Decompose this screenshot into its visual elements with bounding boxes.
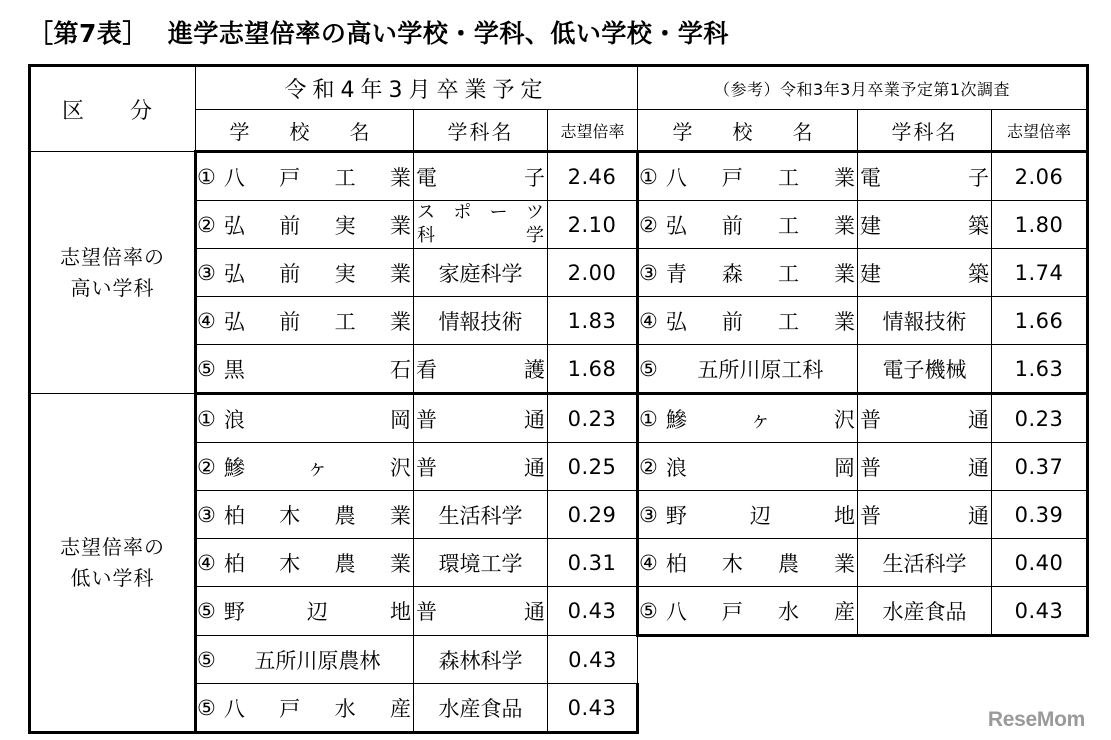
- ratio-cell: 0.29: [548, 491, 638, 539]
- school-cell: ⑤ 八 戸 水 産: [196, 684, 414, 733]
- rank-label: ④: [639, 550, 658, 575]
- watermark: [988, 708, 1085, 732]
- ratio-cell: 1.66: [992, 297, 1088, 345]
- ratio-cell: 0.37: [992, 443, 1088, 491]
- school-cell: ④ 柏 木 農 業: [196, 539, 414, 587]
- kubun-header: 区 分: [30, 66, 196, 152]
- ratio-cell: 2.10: [548, 201, 638, 249]
- school-cell: ① 鰺 ヶ 沢: [638, 394, 858, 443]
- dept-cell: 水産食品: [414, 684, 548, 733]
- dept-cell: 生活科学: [414, 491, 548, 539]
- empty-cell: [638, 636, 858, 684]
- dept-cell: 電 子: [414, 152, 548, 201]
- rank-label: ⑤: [197, 599, 216, 623]
- ratio-cell: 0.40: [992, 539, 1088, 587]
- ratio-cell: 0.43: [548, 636, 638, 684]
- rank-label: ④: [197, 308, 216, 333]
- dept-cell: 森林科学: [414, 636, 548, 684]
- title-text: 進学志望倍率の高い学校・学科、低い学校・学科: [167, 19, 729, 48]
- dept-cell: 建 築: [858, 201, 992, 249]
- ratio-cell: 1.74: [992, 249, 1088, 297]
- ratio-cell: 0.39: [992, 491, 1088, 539]
- dept-cell: 電 子: [858, 152, 992, 201]
- dept-cell: 普 通: [414, 394, 548, 443]
- school-cell: ③ 柏 木 農 業: [196, 491, 414, 539]
- school-cell: ③ 青 森 工 業: [638, 249, 858, 297]
- dept-cell: 建 築: [858, 249, 992, 297]
- rank-label: ⑤: [639, 598, 658, 623]
- subheader-ratio-left: 志望倍率: [548, 110, 638, 152]
- dept-cell: 電子機械: [858, 345, 992, 394]
- section-label-high: [30, 152, 196, 394]
- school-cell: ② 鰺 ヶ 沢: [196, 443, 414, 491]
- dept-cell: 看 護: [414, 345, 548, 394]
- dept-cell: 情報技術: [858, 297, 992, 345]
- empty-cell: [858, 636, 992, 684]
- group-header-reference: （参考）令和3年3月卒業予定第1次調査: [638, 66, 1088, 110]
- rank-label: ③: [639, 260, 658, 285]
- rank-label: ①: [639, 164, 658, 189]
- dept-cell: 水産食品: [858, 587, 992, 636]
- dept-cell: 環境工学: [414, 539, 548, 587]
- school-cell: ② 弘 前 工 業: [638, 201, 858, 249]
- section-label-line1: 志望倍率の: [60, 534, 165, 559]
- table-number: ［第7表］: [28, 19, 148, 48]
- school-cell: ⑤ 八 戸 水 産: [638, 587, 858, 636]
- empty-cell: [638, 684, 858, 733]
- rank-label: ⑤: [197, 647, 216, 672]
- group-header-current: 令和4年3月卒業予定: [196, 66, 638, 110]
- table-row: [30, 152, 1088, 201]
- ratio-cell: 2.00: [548, 249, 638, 297]
- school-cell: ⑤ 五所川原工科: [638, 345, 858, 394]
- section-label-low: [30, 394, 196, 733]
- section-label-line2: 高い学科: [70, 275, 155, 300]
- dept-cell: 普 通: [858, 443, 992, 491]
- ratio-cell: 1.83: [548, 297, 638, 345]
- ratio-cell: 2.06: [992, 152, 1088, 201]
- school-cell: ③ 野 辺 地: [638, 491, 858, 539]
- school-cell: ⑤ 五所川原農林: [196, 636, 414, 684]
- school-cell: ④ 弘 前 工 業: [638, 297, 858, 345]
- school-cell: ① 浪 岡: [196, 394, 414, 443]
- ratio-table: [28, 64, 1089, 734]
- rank-label: ⑤: [197, 356, 216, 381]
- dept-cell: 家庭科学: [414, 249, 548, 297]
- section-label-line2: 低い学科: [70, 565, 155, 590]
- ratio-cell: 1.80: [992, 201, 1088, 249]
- subheader-ratio-right: 志望倍率: [992, 110, 1088, 152]
- section-label-line1: 志望倍率の: [60, 244, 165, 269]
- school-cell: ⑤ 黒 石: [196, 345, 414, 394]
- subheader-school-right: 学 校 名: [638, 110, 858, 152]
- rank-label: ①: [197, 164, 216, 189]
- school-cell: ① 八 戸 工 業: [638, 152, 858, 201]
- table-row: [30, 394, 1088, 443]
- school-cell: ② 浪 岡: [638, 443, 858, 491]
- subheader-dept-left: 学科名: [414, 110, 548, 152]
- page-title: [28, 14, 1085, 50]
- school-cell: ④ 弘 前 工 業: [196, 297, 414, 345]
- subheader-school-left: 学 校 名: [196, 110, 414, 152]
- rank-label: ②: [639, 212, 658, 237]
- rank-label: ⑤: [197, 695, 216, 720]
- ratio-cell: 1.68: [548, 345, 638, 394]
- rank-label: ③: [639, 502, 658, 527]
- rank-label: ②: [197, 212, 216, 237]
- empty-cell: [992, 636, 1088, 684]
- ratio-cell: 0.31: [548, 539, 638, 587]
- ratio-cell: 0.25: [548, 443, 638, 491]
- rank-label: ③: [197, 502, 216, 527]
- school-cell: ② 弘 前 実 業: [196, 201, 414, 249]
- ratio-cell: 0.43: [548, 684, 638, 733]
- rank-label: ①: [639, 406, 658, 431]
- dept-cell: 普 通: [414, 587, 548, 636]
- dept-cell: 普 通: [414, 443, 548, 491]
- dept-cell: 普 通: [858, 394, 992, 443]
- rank-label: ②: [639, 454, 658, 479]
- subheader-dept-right: 学科名: [858, 110, 992, 152]
- rank-label: ⑤: [639, 356, 658, 381]
- dept-cell: 情報技術: [414, 297, 548, 345]
- rank-label: ②: [197, 454, 216, 479]
- school-cell: ① 八 戸 工 業: [196, 152, 414, 201]
- school-cell: ⑤ 野 辺 地: [196, 587, 414, 636]
- rank-label: ①: [197, 406, 216, 431]
- ratio-cell: 0.43: [992, 587, 1088, 636]
- dept-cell: 普 通: [858, 491, 992, 539]
- ratio-cell: 1.63: [992, 345, 1088, 394]
- dept-cell: ス ポ ー ツ 科 学: [414, 201, 548, 249]
- rank-label: ④: [197, 550, 216, 575]
- ratio-cell: 0.23: [548, 394, 638, 443]
- ratio-cell: 2.46: [548, 152, 638, 201]
- school-cell: ④ 柏 木 農 業: [638, 539, 858, 587]
- empty-cell: [858, 684, 992, 733]
- school-cell: ③ 弘 前 実 業: [196, 249, 414, 297]
- watermark-text: ReseMom: [987, 708, 1085, 731]
- rank-label: ④: [639, 308, 658, 333]
- ratio-cell: 0.23: [992, 394, 1088, 443]
- ratio-cell: 0.43: [548, 587, 638, 636]
- rank-label: ③: [197, 260, 216, 285]
- dept-cell: 生活科学: [858, 539, 992, 587]
